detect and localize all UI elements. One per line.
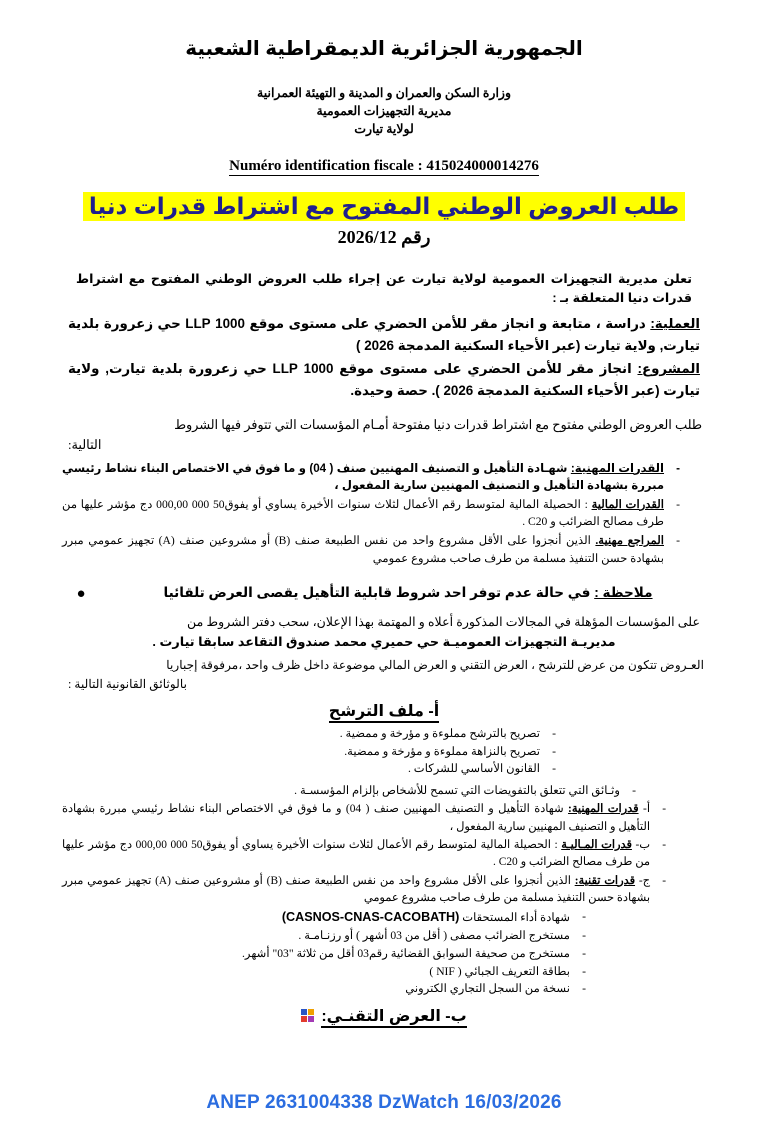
ministry-line-3: لولاية تيارت: [354, 122, 414, 137]
sub-prefix-c: ج-: [638, 874, 650, 887]
condition-text-references: الذين أنجزوا على الأقل مشروع واحد من نفس الطبيعة صنف (B) أو مشروعين صنف (A) تجهيز عمومي مبرر بشهادة حسن التنفيذ مسلمة من طرف صاحب مشروع عمومي: [62, 534, 664, 565]
candidacy-sub-items-list: [62, 801, 706, 907]
fiscal-identification-number: [62, 158, 706, 175]
document-item-commercial-register: - نسخة من السجل التجاري الكتروني: [62, 980, 586, 998]
intro-paragraph: تعلن مديرية التجهيزات العمومية لولاية تيارت عن إجراء طلب العروض الوطني المفتوح مع اشتراط قدرات دنيا المتعلقة بـ :: [76, 271, 692, 306]
candidacy-item: - القانون الأساسي للشركات .: [62, 760, 556, 778]
note-label: ملاحظة :: [594, 585, 653, 601]
candidacy-items-list: [62, 725, 706, 778]
sub-label-technical: قدرات تقنية:: [574, 874, 636, 887]
candidacy-item-delegation: - وثـائق التي تتعلق بالتفويضات التي تسمح للأشخاص بإلزام المؤسسـة .: [62, 782, 636, 800]
note-row: [62, 585, 706, 603]
candidacy-final-documents-list: [62, 908, 706, 998]
operation-text: دراسة ، متابعة و انجاز مقر للأمن الحضري على مستوى موقع 1000 LLP حي زعرورة بلدية تيارت, ولاية تيارت (عبر الأحياء السكنية المدمجة 2026 ): [68, 315, 700, 353]
announcement-title-wrap: [62, 192, 706, 220]
note-bullet-icon: ●: [76, 586, 86, 603]
fiscal-number-value: Numéro identification fiscale : 415024000014276: [229, 158, 539, 175]
conditions-lead-tail: التالية:: [68, 438, 102, 453]
condition-item-references: [62, 532, 680, 567]
conditions-lead: طلب العروض الوطني مفتوح مع اشتراط قدرات دنيا مفتوحة أمـام المؤسسات التي تتوفر فيها الشروط: [174, 417, 702, 432]
condition-item-professional: [62, 460, 680, 495]
offers-paragraph: العـروض تتكون من عرض للترشح ، العرض التقني و العرض المالي موضوعة داخل ظرف واحد ،مرفوقة إجباريا: [166, 657, 704, 672]
condition-item-financial: [62, 496, 680, 531]
candidacy-sub-item-financial: [62, 837, 666, 872]
offers-paragraph-tail: بالوثائق القانونية التالية :: [68, 677, 187, 692]
candidacy-delegation-list: [62, 782, 706, 800]
document-item-tax: - مستخرج الضرائب مصفى ( أقل من 03 أشهر ) أو رزنـامـة .: [62, 927, 586, 945]
condition-text-financial: : الحصيلة المالية لمتوسط رقم الأعمال لثلاث سنوات الأخيرة يساوي أو يفوق50 000 000,00 دج مؤشر عليها من طرف مصالح الضرائب و C20 .: [62, 497, 664, 529]
condition-label-professional: القدرات المهنية:: [570, 461, 665, 475]
anep-footer: ANEP 2631004338 DzWatch 16/03/2026: [206, 1092, 562, 1113]
republic-heading: الجمهورية الجزائرية الديمقراطية الشعبية: [185, 38, 583, 60]
sub-text-financial: : الحصيلة المالية لمتوسط رقم الأعمال لثلاث سنوات الأخيرة يساوي أو يفوق50 000 000,00 دج مؤشر عليها من طرف مصالح الضرائب و C20 .: [62, 838, 650, 869]
candidacy-section-heading: [62, 701, 706, 721]
sub-prefix-a: أ-: [643, 803, 650, 816]
condition-text-professional: شهـادة التأهيل و التصنيف المهنيين صنف ( 04) و ما فوق في الاختصاص البناء نشاط رئيسي مبررة بشهادة التأهيل و التصنيف المهنيين سارية المفعول ،: [62, 461, 664, 493]
document-item-casnos: [62, 908, 586, 927]
technical-heading-text: ب- العرض التقنـي:: [321, 1008, 466, 1028]
document-item-criminal-record: - مستخرج من صحيفة السوابق القضائية رقم03 أقل من ثلاثة "03" أشهر.: [62, 945, 586, 963]
condition-label-financial: القدرات المالية: [591, 497, 664, 511]
sub-label-financial: قدرات المـاليـة: [561, 838, 632, 851]
project-text: انجاز مقر للأمن الحضري على مستوى موقع 1000 LLP حي زعرورة بلدية تيارت, ولاية تيارت (عبر الأحياء السكنية المدمجة 2026 ). حصة وحيدة.: [68, 361, 700, 398]
ministry-block: [62, 84, 706, 138]
clover-bullet-icon: [301, 1009, 314, 1022]
document-item-nif: - بطاقة التعريف الجبائي ( NIF ): [62, 963, 586, 981]
candidacy-item: - تصريح بالترشح مملوءة و مؤرخة و ممضية .: [62, 725, 556, 743]
candidacy-sub-item-professional: [62, 801, 666, 836]
document-item-text: شهادة أداء المستحقات: [459, 911, 570, 925]
candidacy-heading-text: أ- ملف الترشح: [329, 703, 439, 723]
announcement-number: رقم 2026/12: [337, 226, 431, 247]
candidacy-sub-item-technical: [62, 873, 666, 908]
project-label: المشروع:: [637, 361, 700, 377]
announcement-title: طلب العروض الوطني المفتوح مع اشتراط قدرات دنيا: [83, 192, 685, 220]
ministry-line-1: وزارة السكن والعمران و المدينة و التهيئة العمرانية: [257, 86, 511, 100]
conditions-list: [62, 460, 706, 568]
sub-prefix-b: ب-: [635, 838, 650, 851]
sub-label-professional: قدرات المهنية:: [568, 803, 639, 816]
document-item-code: (CASNOS-CNAS-CACOBATH): [281, 910, 460, 925]
sub-text-technical: الذين أنجزوا على الأقل مشروع واحد من نفس الطبيعة صنف (B) أو مشروعين صنف (A) تجهيز عمومي مبرر بشهادة حسن التنفيذ مسلمة من طرف صاحب مشروع عمومي: [62, 874, 650, 904]
technical-section-heading: [321, 1006, 466, 1026]
operation-line: [62, 313, 706, 356]
withdrawal-address: مديريـة التجهيزات العموميـة حي حميري محمد صندوق التقاعد سابقا تيارت .: [152, 634, 616, 650]
technical-section-row: [62, 1006, 706, 1026]
withdrawal-paragraph: على المؤسسات المؤهلة في المجالات المذكورة أعلاه و المهتمة بهذا الإعلان، سحب دفتر الشروط من: [186, 615, 700, 630]
sub-text-professional: شهادة التأهيل و التصنيف المهنيين صنف ( 04) و ما فوق في الاختصاص البناء نشاط رئيسي مبررة بشهادة التأهيل و التصنيف المهنيين سارية المفعول ،: [62, 803, 650, 833]
condition-label-references: المراجع مهنية.: [595, 534, 664, 548]
candidacy-item: - تصريح بالنزاهة مملوءة و مؤرخة و ممضية.: [62, 743, 556, 761]
ministry-line-2: مديرية التجهيزات العمومية: [316, 104, 452, 119]
note-text: [90, 585, 696, 601]
project-line: [62, 358, 706, 401]
note-body: في حالة عدم توفر احد شروط قابلية التأهيل يقصى العرض تلقائيا: [163, 585, 595, 601]
operation-label: العملية:: [650, 315, 700, 331]
